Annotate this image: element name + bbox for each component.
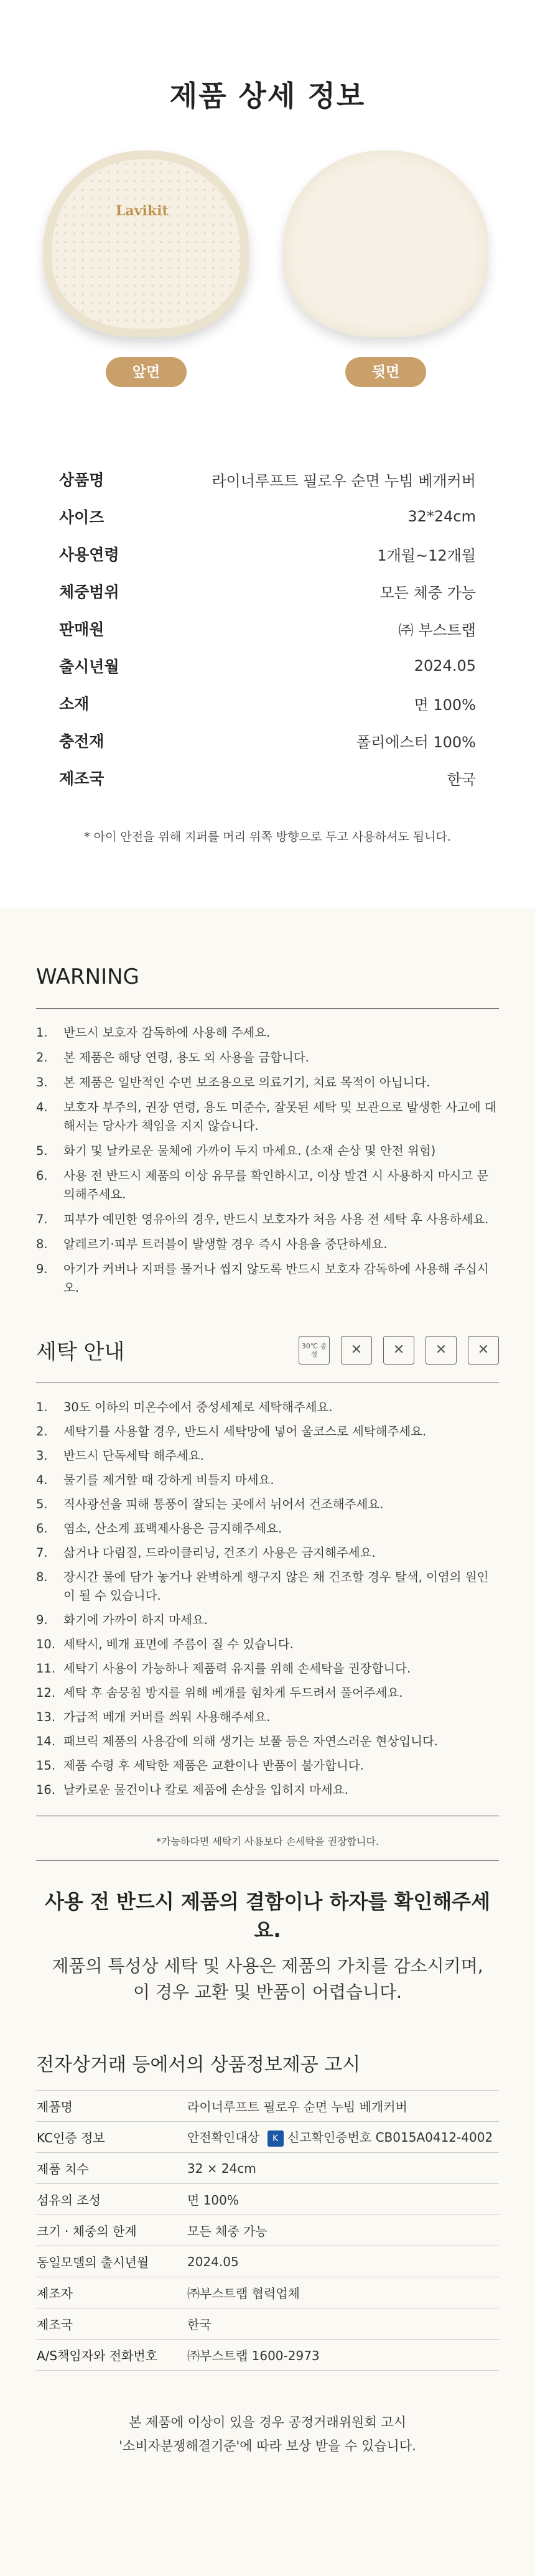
list-item: 5. 화기 및 날카로운 물체에 가까이 두지 마세요. (소재 손상 및 안전 위험) bbox=[36, 1142, 499, 1160]
spec-row bbox=[59, 535, 476, 572]
list-item: 2. 세탁기를 사용할 경우, 반드시 세탁망에 넣어 울코스로 세탁해주세요. bbox=[36, 1422, 499, 1441]
item-text: 화기 및 날카로운 물체에 가까이 두지 마세요. (소재 손상 및 안전 위험) bbox=[63, 1144, 436, 1158]
table-value: ㈜부스트랩 1600-2973 bbox=[187, 2340, 499, 2371]
kc-number: 신고확인증번호 CB015A0412-4002 bbox=[287, 2130, 493, 2145]
no-dry-clean-icon: ✕ bbox=[468, 1336, 499, 1365]
wash-title: 세탁 안내 bbox=[36, 1340, 125, 1365]
ec-info-table bbox=[36, 2090, 499, 2371]
brand-logo: Lavikit bbox=[116, 203, 169, 219]
item-text: 물기를 제거할 때 강하게 비틀지 마세요. bbox=[63, 1473, 274, 1487]
spec-key: 판매원 bbox=[59, 620, 105, 638]
table-row bbox=[36, 2277, 499, 2308]
table-key: 제조자 bbox=[36, 2277, 187, 2308]
spec-row bbox=[59, 572, 476, 610]
spec-row bbox=[59, 610, 476, 647]
item-text: 보호자 부주의, 권장 연령, 용도 미준수, 잘못된 세탁 및 보관으로 발생한 사고에 대해서는 당사가 책임을 지지 않습니다. bbox=[63, 1100, 496, 1133]
zipper-note: * 아이 안전을 위해 지퍼를 머리 위쪽 방향으로 두고 사용하셔도 됩니다. bbox=[84, 830, 451, 844]
spec-row bbox=[59, 460, 476, 498]
front-label: 앞면 bbox=[106, 357, 187, 387]
table-row bbox=[36, 2340, 499, 2371]
item-text: 삶거나 다림질, 드라이클리닝, 건조기 사용은 금지해주세요. bbox=[63, 1546, 376, 1560]
spec-key: 출시년월 bbox=[59, 658, 119, 676]
list-item: 1. 반드시 보호자 감독하에 사용해 주세요. bbox=[36, 1024, 499, 1042]
spec-row bbox=[59, 684, 476, 722]
item-text: 알레르기·피부 트러블이 발생할 경우 즉시 사용을 중단하세요. bbox=[63, 1237, 388, 1251]
divider bbox=[36, 1008, 499, 1009]
spec-key: 사이즈 bbox=[59, 508, 105, 526]
compensation-line: 본 제품에 이상이 있을 경우 공정거래위원회 고시 bbox=[129, 2415, 406, 2430]
compensation-line: '소비자분쟁해결기준'에 따라 보상 받을 수 있습니다. bbox=[119, 2438, 416, 2453]
table-row bbox=[36, 2184, 499, 2215]
product-detail-section bbox=[0, 0, 535, 908]
list-item: 1. 30도 이하의 미온수에서 중성세제로 세탁해주세요. bbox=[36, 1398, 499, 1417]
list-item: 6. 사용 전 반드시 제품의 이상 유무를 확인하시고, 이상 발견 시 사용하지 마시고 문의해주세요. bbox=[36, 1167, 499, 1204]
wash-30-icon: 30℃ 중성 bbox=[299, 1336, 330, 1365]
table-row bbox=[36, 2122, 499, 2153]
list-item: 13. 가급적 베개 커버를 씌워 사용해주세요. bbox=[36, 1708, 499, 1727]
spec-value: 모든 체중 가능 bbox=[379, 584, 476, 602]
table-row bbox=[36, 2153, 499, 2184]
pillow-images bbox=[0, 136, 535, 397]
back-label: 뒷면 bbox=[345, 357, 426, 387]
item-text: 반드시 단독세탁 해주세요. bbox=[63, 1449, 204, 1463]
table-key: KC인증 정보 bbox=[36, 2122, 187, 2153]
warning-title: WARNING bbox=[36, 964, 139, 989]
no-bleach-icon: ✕ bbox=[341, 1336, 372, 1365]
spec-list bbox=[59, 460, 476, 796]
table-key: A/S책임자와 전화번호 bbox=[36, 2340, 187, 2371]
item-text: 패브릭 제품의 사용감에 의해 생기는 보풀 등은 자연스러운 현상입니다. bbox=[63, 1734, 439, 1748]
table-value: 32 × 24cm bbox=[187, 2153, 499, 2184]
spec-key: 체중범위 bbox=[59, 583, 119, 601]
list-item: 3. 반드시 단독세탁 해주세요. bbox=[36, 1447, 499, 1465]
item-text: 세탁기 사용이 가능하나 제품력 유지를 위해 손세탁을 권장합니다. bbox=[63, 1661, 411, 1676]
item-text: 아기가 커버나 지퍼를 물거나 씹지 않도록 반드시 보호자 감독하에 사용해 주십시오. bbox=[63, 1262, 489, 1295]
spec-value: 폴리에스터 100% bbox=[356, 733, 476, 751]
table-value: ㈜부스트랩 협력업체 bbox=[187, 2277, 499, 2308]
item-text: 피부가 예민한 영유아의 경우, 반드시 보호자가 처음 사용 전 세탁 후 사용하세요. bbox=[63, 1212, 489, 1226]
item-text: 염소, 산소계 표백제사용은 금지해주세요. bbox=[63, 1521, 282, 1536]
list-item: 7. 피부가 예민한 영유아의 경우, 반드시 보호자가 처음 사용 전 세탁 후 사용하세요. bbox=[36, 1210, 499, 1229]
warning-list bbox=[36, 1024, 499, 1297]
table-key: 섬유의 조성 bbox=[36, 2184, 187, 2215]
pillow-front-image bbox=[44, 151, 249, 337]
defect-notice: 사용 전 반드시 제품의 결함이나 하자를 확인해주세요. bbox=[45, 1890, 490, 1942]
list-item: 5. 직사광선을 피해 통풍이 잘되는 곳에서 뉘어서 건조해주세요. bbox=[36, 1495, 499, 1514]
table-value: 모든 체중 가능 bbox=[187, 2215, 499, 2246]
spec-key: 제조국 bbox=[59, 770, 105, 788]
list-item: 7. 삶거나 다림질, 드라이클리닝, 건조기 사용은 금지해주세요. bbox=[36, 1544, 499, 1562]
item-text: 세탁시, 베개 표면에 주름이 질 수 있습니다. bbox=[63, 1637, 294, 1651]
spec-value: 1개월~12개월 bbox=[377, 546, 476, 564]
spec-row bbox=[59, 498, 476, 535]
table-row bbox=[36, 2091, 499, 2122]
spec-row bbox=[59, 759, 476, 796]
exchange-notice bbox=[36, 1953, 499, 2005]
table-row bbox=[36, 2246, 499, 2277]
item-text: 본 제품은 해당 연령, 용도 외 사용을 금합니다. bbox=[63, 1050, 309, 1065]
pillow-back-image bbox=[283, 151, 488, 337]
item-text: 세탁 후 솜뭉침 방지를 위해 베개를 힘차게 두드려서 풀어주세요. bbox=[63, 1686, 403, 1700]
item-text: 가급적 베개 커버를 씌워 사용해주세요. bbox=[63, 1710, 271, 1724]
table-value: 2024.05 bbox=[187, 2246, 499, 2277]
item-text: 반드시 보호자 감독하에 사용해 주세요. bbox=[63, 1025, 271, 1040]
list-item: 15. 제품 수령 후 세탁한 제품은 교환이나 반품이 불가합니다. bbox=[36, 1757, 499, 1775]
item-text: 30도 이하의 미온수에서 중성세제로 세탁해주세요. bbox=[63, 1400, 333, 1414]
table-key: 제품명 bbox=[36, 2091, 187, 2122]
table-key: 제품 치수 bbox=[36, 2153, 187, 2184]
kc-target: 안전확인대상 bbox=[187, 2130, 259, 2145]
item-text: 사용 전 반드시 제품의 이상 유무를 확인하시고, 이상 발견 시 사용하지 마시고 문의해주세요. bbox=[63, 1169, 489, 1202]
spec-key: 상품명 bbox=[59, 471, 105, 489]
ec-title: 전자상거래 등에서의 상품정보제공 고시 bbox=[36, 2054, 361, 2076]
spec-value: 면 100% bbox=[414, 696, 476, 714]
table-value: 면 100% bbox=[187, 2184, 499, 2215]
list-item: 10. 세탁시, 베개 표면에 주름이 질 수 있습니다. bbox=[36, 1635, 499, 1654]
spec-value: 2024.05 bbox=[414, 657, 476, 674]
page-title: 제품 상세 정보 bbox=[169, 79, 366, 113]
table-value: 라이너루프트 필로우 순면 누빔 베개커버 bbox=[187, 2091, 499, 2122]
spec-key: 소재 bbox=[59, 695, 90, 713]
table-key: 제조국 bbox=[36, 2308, 187, 2340]
list-item: 14. 패브릭 제품의 사용감에 의해 생기는 보풀 등은 자연스러운 현상입니다. bbox=[36, 1732, 499, 1751]
table-row bbox=[36, 2308, 499, 2340]
list-item: 2. 본 제품은 해당 연령, 용도 외 사용을 금합니다. bbox=[36, 1048, 499, 1067]
spec-row bbox=[59, 722, 476, 759]
table-value: 한국 bbox=[187, 2308, 499, 2340]
item-text: 제품 수령 후 세탁한 제품은 교환이나 반품이 불가합니다. bbox=[63, 1758, 364, 1773]
table-row bbox=[36, 2215, 499, 2246]
wash-header bbox=[36, 1335, 499, 1365]
wash-list bbox=[36, 1398, 499, 1799]
item-text: 직사광선을 피해 통풍이 잘되는 곳에서 뉘어서 건조해주세요. bbox=[63, 1497, 384, 1511]
list-item: 9. 아기가 커버나 지퍼를 물거나 씹지 않도록 반드시 보호자 감독하에 사용해 주십시오. bbox=[36, 1260, 499, 1297]
spec-value: 라이너루프트 필로우 순면 누빔 베개커버 bbox=[212, 472, 476, 490]
list-item: 9. 화기에 가까이 하지 마세요. bbox=[36, 1611, 499, 1630]
list-item: 16. 날카로운 물건이나 칼로 제품에 손상을 입히지 마세요. bbox=[36, 1781, 499, 1799]
wash-icons bbox=[299, 1336, 499, 1365]
item-text: 본 제품은 일반적인 수면 보조용으로 의료기기, 치료 목적이 아닙니다. bbox=[63, 1075, 430, 1090]
item-text: 장시간 물에 담가 놓거나 완벽하게 행구지 않은 채 건조할 경우 탈색, 이염의 원인이 될 수 있습니다. bbox=[63, 1570, 489, 1603]
spec-value: 32*24cm bbox=[407, 508, 476, 525]
compensation-notice bbox=[36, 2410, 499, 2458]
item-text: 화기에 가까이 하지 마세요. bbox=[63, 1613, 208, 1627]
divider bbox=[36, 1860, 499, 1861]
exchange-notice-line: 이 경우 교환 및 반품이 어렵습니다. bbox=[133, 1982, 402, 2002]
list-item: 6. 염소, 산소계 표백제사용은 금지해주세요. bbox=[36, 1519, 499, 1538]
spec-value: ㈜ 부스트랩 bbox=[398, 621, 476, 639]
table-value bbox=[187, 2122, 499, 2153]
kc-mark-icon: K bbox=[268, 2130, 284, 2147]
list-item: 12. 세탁 후 솜뭉침 방지를 위해 베개를 힘차게 두드려서 풀어주세요. bbox=[36, 1684, 499, 1702]
item-text: 날카로운 물건이나 칼로 제품에 손상을 입히지 마세요. bbox=[63, 1783, 348, 1797]
no-tumble-dry-icon: ✕ bbox=[383, 1336, 414, 1365]
warning-section bbox=[0, 908, 535, 2576]
spec-value: 한국 bbox=[447, 770, 476, 788]
table-key: 동일모델의 출시년월 bbox=[36, 2246, 187, 2277]
table-key: 크기 · 체중의 한계 bbox=[36, 2215, 187, 2246]
item-text: 세탁기를 사용할 경우, 반드시 세탁망에 넣어 울코스로 세탁해주세요. bbox=[63, 1424, 427, 1439]
spec-key: 사용연령 bbox=[59, 546, 119, 564]
list-item: 11. 세탁기 사용이 가능하나 제품력 유지를 위해 손세탁을 권장합니다. bbox=[36, 1659, 499, 1678]
exchange-notice-line: 제품의 특성상 세탁 및 사용은 제품의 가치를 감소시키며, bbox=[52, 1956, 483, 1976]
spec-key: 충전재 bbox=[59, 732, 105, 750]
no-iron-icon: ✕ bbox=[426, 1336, 457, 1365]
list-item: 4. 보호자 부주의, 권장 연령, 용도 미준수, 잘못된 세탁 및 보관으로 발생한 사고에 대해서는 당사가 책임을 지지 않습니다. bbox=[36, 1098, 499, 1136]
spec-row bbox=[59, 647, 476, 684]
list-item: 4. 물기를 제거할 때 강하게 비틀지 마세요. bbox=[36, 1471, 499, 1490]
list-item: 3. 본 제품은 일반적인 수면 보조용으로 의료기기, 치료 목적이 아닙니다. bbox=[36, 1073, 499, 1092]
list-item: 8. 장시간 물에 담가 놓거나 완벽하게 행구지 않은 채 건조할 경우 탈색, 이염의 원인이 될 수 있습니다. bbox=[36, 1568, 499, 1605]
wash-note: *가능하다면 세탁기 사용보다 손세탁을 권장합니다. bbox=[156, 1836, 379, 1847]
list-item: 8. 알레르기·피부 트러블이 발생할 경우 즉시 사용을 중단하세요. bbox=[36, 1235, 499, 1254]
